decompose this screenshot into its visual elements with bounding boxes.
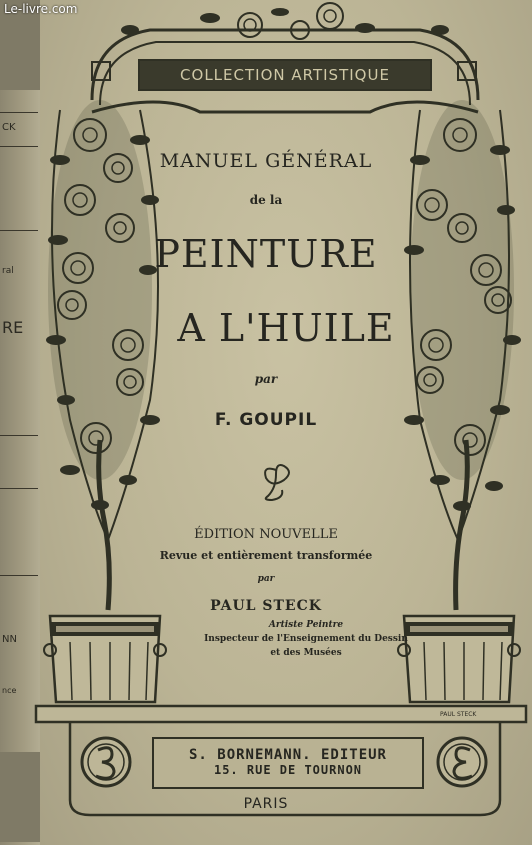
spine-text-2: ral (2, 266, 14, 276)
watermark: Le-livre.com (4, 2, 78, 16)
left-monogram (82, 738, 130, 786)
spine-text-1: CK (2, 122, 16, 133)
reviser-name: PAUL STECK (210, 598, 322, 614)
spine-text-3: RE (2, 318, 24, 337)
publisher-address: 15. RUE DE TOURNON (213, 763, 363, 777)
edition-label: ÉDITION NOUVELLE (194, 527, 338, 542)
by-label: par (254, 372, 278, 386)
title-line-1: MANUEL GÉNÉRAL (159, 150, 373, 172)
title-line-2: de la (249, 193, 283, 207)
center-flourish (265, 465, 289, 500)
top-rose-garland (121, 3, 449, 39)
spine-text-5: nce (2, 686, 17, 695)
publisher-name: S. BORNEMANN. EDITEUR (188, 747, 387, 763)
title-line-4: A L'HUILE (177, 306, 395, 350)
series-banner: COLLECTION ARTISTIQUE (138, 59, 432, 91)
reviser-role-3: et des Musées (270, 648, 342, 658)
edition-by-label: par (257, 574, 275, 584)
author-name: F. GOUPIL (214, 410, 318, 430)
reviser-role-2: Inspecteur de l'Enseignement du Dessin (204, 634, 408, 644)
right-monogram (438, 738, 486, 786)
illustrator-signature: PAUL STECK (440, 711, 477, 718)
spine-text-4: NN (2, 634, 17, 645)
reviser-role-1: Artiste Peintre (268, 620, 344, 630)
publisher-city: PARIS (243, 796, 289, 812)
edition-subtitle: Revue et entièrement transformée (159, 549, 373, 562)
title-line-3: PEINTURE (154, 232, 378, 276)
publisher-plaque (152, 737, 424, 789)
